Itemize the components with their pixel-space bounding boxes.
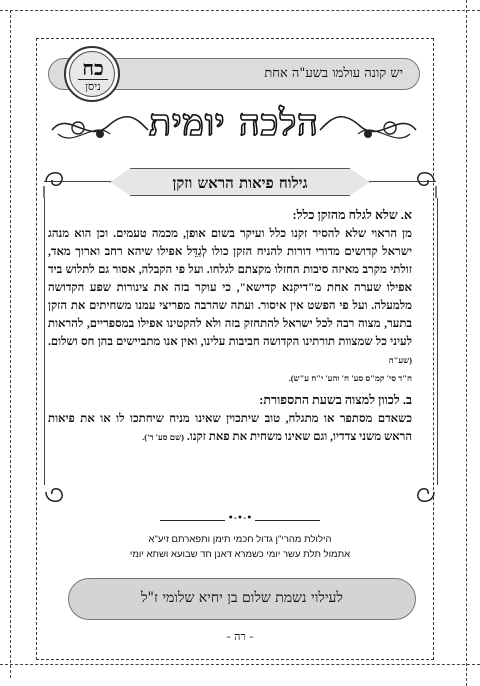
date-day: כח — [82, 56, 104, 80]
section-a-title: א. שלא לגלח מהזקן כלל: — [292, 208, 412, 222]
divider-ornament: •-•-• — [225, 514, 255, 524]
credit-line-1: הילולת מהרי"ן גדול חכמי תימן ותפארתם זיע"א — [148, 534, 332, 545]
crop-line-top — [0, 10, 480, 11]
section-a-source-1: (שע"ה — [388, 355, 412, 365]
header-title: יש קונה עולמו בשע"ה אחת — [264, 66, 403, 81]
date-month: ניסן — [85, 80, 101, 93]
page-title: הלכה יומית — [149, 102, 319, 144]
credit-line-2: אתמול תלת עשר יומי כשמרא דאנן חד שבועא ושתא יומי — [129, 549, 351, 560]
crop-line-bottom — [0, 664, 480, 665]
section-b — [48, 391, 412, 446]
corner-swirl-icon — [400, 470, 440, 510]
crop-line-right — [466, 0, 467, 686]
subject-title: גילוח פיאות הראש וזקן — [172, 174, 308, 192]
section-a-source-2: ח"ד סי' קמ"ס סע' ח' והע' י"ח ע"ש). — [288, 373, 412, 383]
corner-swirl-icon — [40, 470, 80, 510]
section-a — [48, 206, 412, 387]
section-a-text: מן הראוי שלא להסיר זקנו כלל ועיקר בשום אופן, מכמה טעמים. וכן הוא מנהג ישראל קדושים מדורי דורות להניח הזקן כולו לְגַדֵּל אפילו שיהא רחב וארוך מאד, זולתי מקרב מאיזה סיבות החזלו מקצתם לגלחו. ועל פי הקבלה, אסור גם לתלוש ביד אפילו שערה אחת מ"דיקנא קדישא", כי עוקר בזה את צינורות שפע הקדושה מלמעלה. ועל פי הפשט אין איסור. ועתה שהרבה מפריצי עמנו משחיתים את הזקן בתער, מצוה רבה לכל ישראל להתחזק בזה ולא להקטינו אפילו במספריים, להראות לעיני כל שמצוות תורתינו הקדושה חביבות עלינו, ואין אנו מתביישים בהן חס ושלום. — [48, 227, 412, 348]
main-title-area — [48, 100, 420, 154]
crop-line-left — [10, 10, 11, 678]
section-b-source: (שם סע' ד'). — [142, 432, 184, 442]
date-badge-inner — [69, 51, 115, 97]
memorial-text: לעילוי נשמת שלום בן יחיא שלומי ז"ל — [141, 590, 343, 606]
section-b-title: ב. לכוון למצוה בשעת התספורת: — [259, 393, 412, 407]
date-badge — [64, 46, 120, 102]
page-number: - רה - — [226, 630, 254, 643]
halacha-body — [48, 206, 412, 446]
section-b-text: כשאדם מסתפר או מתגלח, טוב שיתכוין שאינו מניח שיחתכו לו או את פיאות הראש משני צדדיו, וגם שאינו משחית את פאת זקנו. — [48, 412, 412, 443]
